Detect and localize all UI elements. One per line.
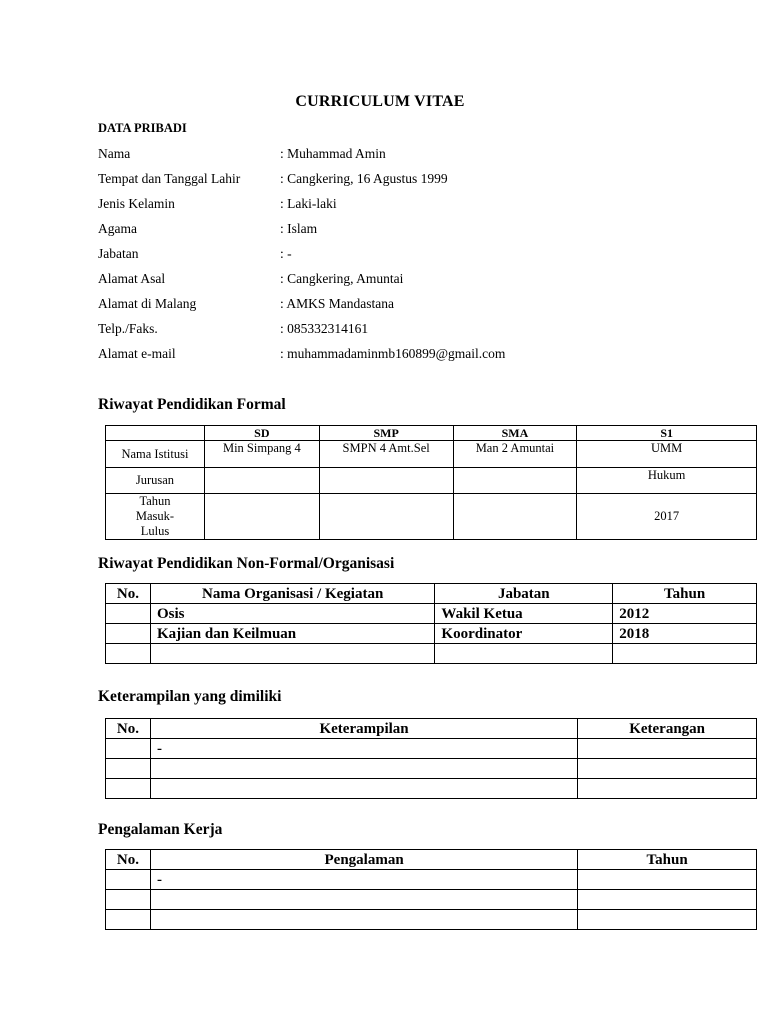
document-title: CURRICULUM VITAE [295,93,465,110]
table-cell [150,759,577,779]
table-row [106,890,757,910]
info-value: : - [280,246,292,261]
info-value: : Laki-laki [280,196,337,211]
row-label: Nama Istitusi [106,441,205,468]
table-cell [150,644,434,664]
table-row [106,468,757,494]
table-row [106,739,757,759]
table-cell [204,494,319,540]
table-cell: Kajian dan Keilmuan [150,624,434,644]
column-header: No. [106,850,151,870]
table-cell: UMM [577,441,757,468]
info-label: Jabatan [98,246,139,261]
table-cell [319,494,453,540]
column-header: SMA [453,426,577,441]
table-header-row [106,850,757,870]
table-row [106,910,757,930]
table-cell [106,890,151,910]
skills-heading: Keterampilan yang dimiliki [98,688,282,705]
table-cell [106,910,151,930]
organisation-heading: Riwayat Pendidikan Non-Formal/Organisasi [98,555,395,572]
column-header: Tahun [613,584,757,604]
column-header: Tahun [578,850,757,870]
table-cell [106,870,151,890]
info-value: : Cangkering, Amuntai [280,271,404,286]
table-cell [106,779,151,799]
table-row [106,624,757,644]
column-header: Keterangan [578,719,757,739]
work-heading: Pengalaman Kerja [98,821,223,838]
table-cell: Wakil Ketua [435,604,613,624]
table-cell [578,779,757,799]
skills-table [105,718,757,799]
table-cell: Hukum [577,468,757,494]
table-cell: - [150,870,577,890]
info-label: Nama [98,146,131,161]
row-label: Jurusan [106,468,205,494]
table-row [106,759,757,779]
column-header: No. [106,584,151,604]
table-cell [578,870,757,890]
organisation-table [105,583,757,664]
info-value: : Islam [280,221,318,236]
info-label: Alamat di Malang [98,296,197,311]
education-heading: Riwayat Pendidikan Formal [98,396,286,413]
info-label: Jenis Kelamin [98,196,175,211]
table-cell: Min Simpang 4 [204,441,319,468]
table-cell [578,759,757,779]
table-row [106,779,757,799]
info-label: Alamat e-mail [98,346,176,361]
table-cell [150,890,577,910]
table-row [106,494,757,540]
table-cell: - [150,739,577,759]
column-header: SMP [319,426,453,441]
table-header-row [106,426,757,441]
info-value: : Cangkering, 16 Agustus 1999 [280,171,448,186]
table-cell: 2017 [577,494,757,540]
table-cell: 2012 [613,604,757,624]
info-value: : AMKS Mandastana [280,296,394,311]
table-cell [106,759,151,779]
table-cell [204,468,319,494]
table-cell [150,779,577,799]
column-header [106,426,205,441]
personal-heading: DATA PRIBADI [98,121,187,135]
table-cell [106,739,151,759]
table-cell [435,644,613,664]
info-value: : muhammadaminmb160899@gmail.com [280,346,506,361]
table-cell [150,910,577,930]
table-cell: SMPN 4 Amt.Sel [319,441,453,468]
education-table [105,425,757,540]
table-cell [578,890,757,910]
table-row [106,870,757,890]
table-cell [453,494,577,540]
column-header: S1 [577,426,757,441]
info-label: Tempat dan Tanggal Lahir [98,171,241,186]
table-cell [106,624,151,644]
column-header: SD [204,426,319,441]
table-cell [613,644,757,664]
table-row [106,441,757,468]
info-value: : 085332314161 [280,321,369,336]
column-header: Nama Organisasi / Kegiatan [150,584,434,604]
table-header-row [106,584,757,604]
column-header: Pengalaman [150,850,577,870]
table-cell [106,644,151,664]
info-label: Telp./Faks. [98,321,158,336]
table-header-row [106,719,757,739]
column-header: Jabatan [435,584,613,604]
row-label: Tahun Masuk-Lulus [106,494,205,540]
table-cell [453,468,577,494]
info-label: Agama [98,221,137,236]
table-cell [578,739,757,759]
table-cell [578,910,757,930]
info-label: Alamat Asal [98,271,166,286]
info-value: : Muhammad Amin [280,146,386,161]
work-table [105,849,757,930]
table-cell: 2018 [613,624,757,644]
column-header: Keterampilan [150,719,577,739]
table-cell: Man 2 Amuntai [453,441,577,468]
column-header: No. [106,719,151,739]
table-cell: Koordinator [435,624,613,644]
table-cell: Osis [150,604,434,624]
table-row [106,644,757,664]
table-cell [106,604,151,624]
table-row [106,604,757,624]
table-cell [319,468,453,494]
